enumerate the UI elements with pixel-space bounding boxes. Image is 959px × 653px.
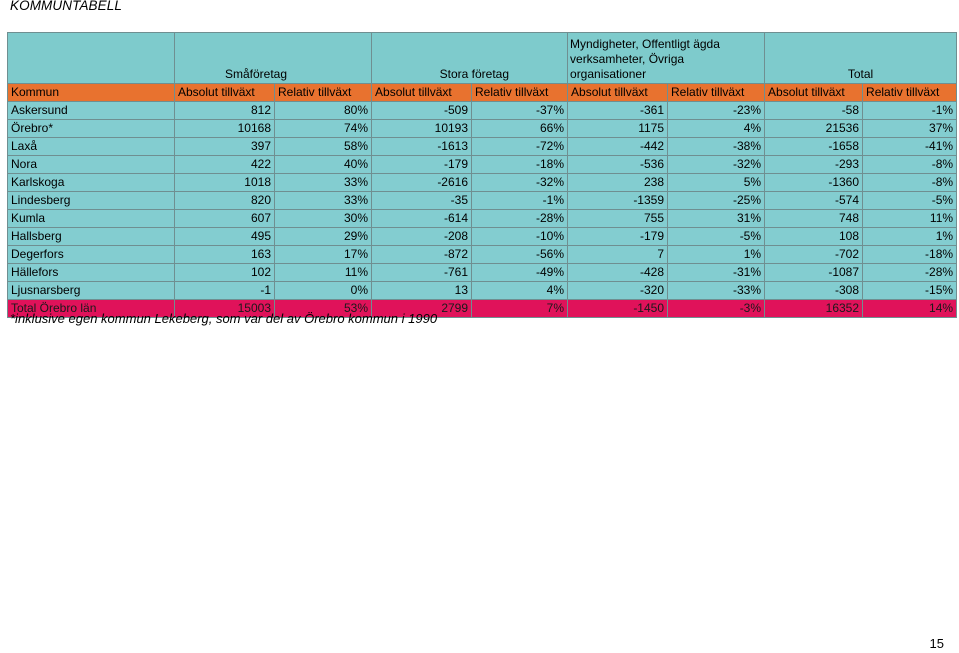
municipality-name: Laxå [8,138,175,156]
table-cell: -1% [863,102,957,120]
table-cell: -8% [863,174,957,192]
table-cell: 17% [275,246,372,264]
table-cell: 7 [568,246,668,264]
table-row [8,228,957,246]
table-cell: -33% [668,282,765,300]
table-cell: -8% [863,156,957,174]
table-cell: 11% [275,264,372,282]
table-cell: -1450 [568,300,668,318]
municipality-name: Hallsberg [8,228,175,246]
group-header-smaforetag: Småföretag [175,33,372,84]
table-cell: -1359 [568,192,668,210]
municipality-table [7,32,957,318]
table-cell: 66% [472,120,568,138]
table-cell: 7% [472,300,568,318]
table-cell: -1% [472,192,568,210]
subheader-relativ-tillvaxt: Relativ tillväxt [275,84,372,102]
table-cell: -320 [568,282,668,300]
table-cell: 607 [175,210,275,228]
table-cell: 755 [568,210,668,228]
table-cell: -23% [668,102,765,120]
table-cell: 1% [863,228,957,246]
table-cell: -361 [568,102,668,120]
subheader-relativ-tillvaxt: Relativ tillväxt [472,84,568,102]
municipality-name: Hällefors [8,264,175,282]
table-cell: 80% [275,102,372,120]
municipality-name: Degerfors [8,246,175,264]
table-cell: -179 [568,228,668,246]
table-cell: 4% [668,120,765,138]
municipality-name: Örebro* [8,120,175,138]
table-cell: 10193 [372,120,472,138]
table-cell: 495 [175,228,275,246]
table-cell: 4% [472,282,568,300]
page-title: KOMMUNTABELL [10,0,122,13]
table-cell: 812 [175,102,275,120]
municipality-name: Ljusnarsberg [8,282,175,300]
table-cell: -5% [668,228,765,246]
table-cell: 13 [372,282,472,300]
table-cell: 102 [175,264,275,282]
page-number: 15 [929,636,944,651]
table-cell: 1% [668,246,765,264]
table-cell: 30% [275,210,372,228]
table-cell: -32% [668,156,765,174]
table-cell: 748 [765,210,863,228]
subheader-kommun: Kommun [8,84,175,102]
subheader-absolut-tillvaxt: Absolut tillväxt [372,84,472,102]
group-header-myndigheter: Myndigheter, Offentligt ägda verksamheter, Övriga organisationer [568,33,765,84]
municipality-name: Karlskoga [8,174,175,192]
table-cell: -614 [372,210,472,228]
table-cell: -41% [863,138,957,156]
total-row-label: Total Örebro län [8,300,175,318]
table-cell: 163 [175,246,275,264]
table-cell: -293 [765,156,863,174]
table-cell: -208 [372,228,472,246]
table-cell: -58 [765,102,863,120]
table-cell: 1018 [175,174,275,192]
table-cell: -1658 [765,138,863,156]
table-cell: 15003 [175,300,275,318]
municipality-name: Kumla [8,210,175,228]
table-row [8,120,957,138]
table-cell: 1175 [568,120,668,138]
table-cell: 108 [765,228,863,246]
table-cell: -1 [175,282,275,300]
table-cell: -38% [668,138,765,156]
table-cell: -5% [863,192,957,210]
municipality-name: Askersund [8,102,175,120]
table-cell: 53% [275,300,372,318]
subheader-relativ-tillvaxt: Relativ tillväxt [863,84,957,102]
subheader-absolut-tillvaxt: Absolut tillväxt [765,84,863,102]
table-cell: 33% [275,192,372,210]
table-row [8,210,957,228]
table-cell: -10% [472,228,568,246]
table-cell: 820 [175,192,275,210]
table-cell: 238 [568,174,668,192]
footnote: *inklusive egen kommun Lekeberg, som var del av Örebro kommun i 1990 [10,311,438,326]
table-row [8,282,957,300]
table-cell: -872 [372,246,472,264]
subheader-row [8,84,957,102]
table-cell: -1087 [765,264,863,282]
table-cell: -574 [765,192,863,210]
table-cell: 5% [668,174,765,192]
table-cell: 29% [275,228,372,246]
table-cell: 0% [275,282,372,300]
table-cell: 14% [863,300,957,318]
table-row [8,156,957,174]
table-cell: -509 [372,102,472,120]
table-cell: -179 [372,156,472,174]
group-header-total: Total [765,33,957,84]
table-row [8,102,957,120]
table-cell: 422 [175,156,275,174]
table-cell: 11% [863,210,957,228]
table-cell: -37% [472,102,568,120]
table-cell: 31% [668,210,765,228]
table-cell: -18% [472,156,568,174]
subheader-absolut-tillvaxt: Absolut tillväxt [568,84,668,102]
table-cell: 40% [275,156,372,174]
table-cell: 58% [275,138,372,156]
table-cell: -15% [863,282,957,300]
table-row [8,246,957,264]
subheader-relativ-tillvaxt: Relativ tillväxt [668,84,765,102]
subheader-absolut-tillvaxt: Absolut tillväxt [175,84,275,102]
table-cell: -761 [372,264,472,282]
table-cell: -56% [472,246,568,264]
table-cell: -35 [372,192,472,210]
table-cell: -428 [568,264,668,282]
table-cell: -3% [668,300,765,318]
table-cell: 74% [275,120,372,138]
table-cell: 16352 [765,300,863,318]
table-cell: 21536 [765,120,863,138]
table-cell: -32% [472,174,568,192]
table-cell: -1360 [765,174,863,192]
table-cell: 33% [275,174,372,192]
group-header-stora-foretag: Stora företag [372,33,568,84]
table-cell: 2799 [372,300,472,318]
table-cell: -28% [863,264,957,282]
table-cell: -49% [472,264,568,282]
table-cell: -536 [568,156,668,174]
table-cell: -1613 [372,138,472,156]
table-body [8,102,957,300]
table-cell: -25% [668,192,765,210]
table-cell: -2616 [372,174,472,192]
table-row [8,138,957,156]
group-header-blank [8,33,175,84]
group-header-row [8,33,957,84]
table-cell: -702 [765,246,863,264]
table-cell: -18% [863,246,957,264]
table-cell: -442 [568,138,668,156]
table-row [8,192,957,210]
table-row [8,264,957,282]
table-cell: 10168 [175,120,275,138]
table-cell: -28% [472,210,568,228]
table-cell: -308 [765,282,863,300]
table-cell: 397 [175,138,275,156]
table-cell: -31% [668,264,765,282]
table-cell: -72% [472,138,568,156]
municipality-name: Lindesberg [8,192,175,210]
municipality-name: Nora [8,156,175,174]
table-cell: 37% [863,120,957,138]
table-row [8,174,957,192]
